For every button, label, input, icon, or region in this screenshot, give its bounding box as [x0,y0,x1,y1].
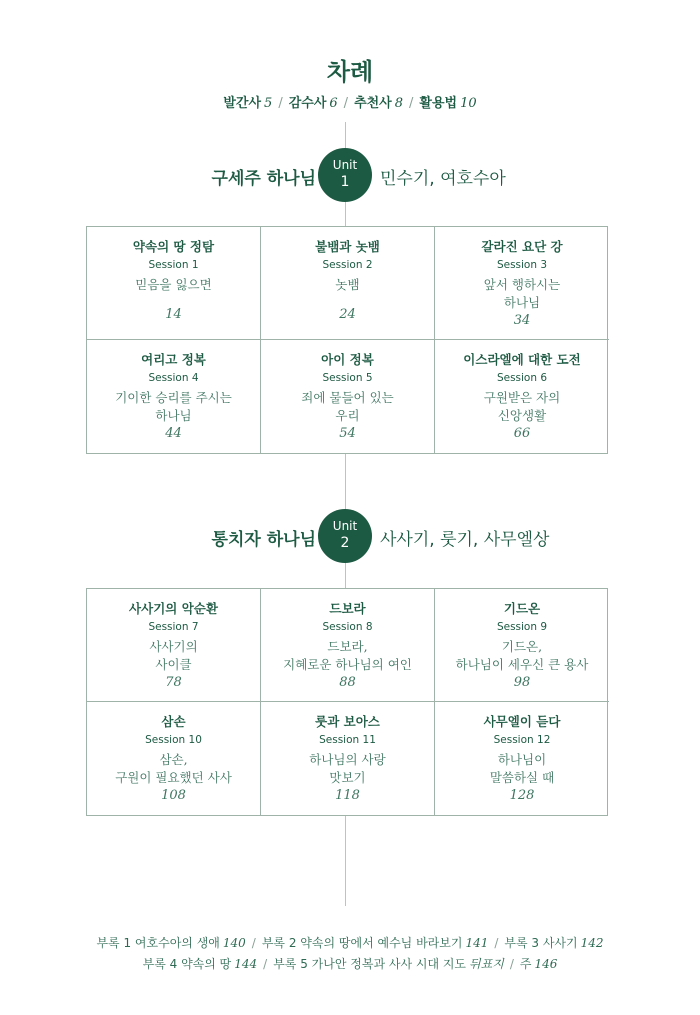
session-description: 믿음을 잃으면 [135,277,212,292]
unit-2-title[interactable]: 통치자 하나님 [211,530,316,550]
unit-1-session-grid [86,226,608,454]
appendix-page: 뒤표지 [469,957,504,971]
unit-number: 2 [340,535,350,551]
connector-line-bottom [345,814,346,906]
separator: / [278,96,283,111]
unit-label: Unit [332,158,358,172]
unit-2-badge [318,509,372,563]
session-description: 기이한 승리를 주시는 하나님 [115,390,232,423]
front-matter-page: 10 [460,96,477,111]
session-card-6[interactable] [435,340,609,453]
session-page: 66 [513,426,531,441]
session-number: Session 4 [148,372,199,384]
session-page: 108 [161,788,186,803]
session-card-8[interactable] [261,589,435,702]
session-number: Session 8 [322,621,373,633]
session-title: 이스라엘에 대한 도전 [463,352,581,367]
session-page: 14 [165,307,182,322]
session-card-9[interactable] [435,589,609,702]
separator: / [494,936,499,950]
session-title: 여리고 정복 [141,352,206,367]
session-title: 약속의 땅 정탐 [132,239,215,254]
unit-2-books: 사사기, 룻기, 사무엘상 [380,530,550,550]
separator: / [251,936,256,950]
session-number: Session 5 [322,372,373,384]
appendix-page: 142 [580,936,604,950]
session-card-2[interactable] [261,227,435,340]
appendix-item[interactable] [520,957,558,971]
separator: / [409,96,414,111]
page-title: 차례 [326,58,374,86]
unit-1-badge [318,148,372,202]
session-number: Session 3 [496,259,548,271]
session-page: 118 [335,788,360,803]
appendix-label: 부록 3 사사기 [504,936,578,950]
session-number: Session 10 [145,734,202,746]
front-matter-page: 5 [264,96,273,111]
appendix-item[interactable] [96,936,245,950]
session-card-3[interactable] [435,227,609,340]
appendix-label: 부록 4 약속의 땅 [142,957,232,971]
unit-1-header [0,148,700,208]
session-description: 하나님의 사랑 맛보기 [309,752,386,785]
appendix-item[interactable] [262,936,489,950]
session-card-10[interactable] [87,702,261,815]
session-page: 34 [513,313,531,328]
session-description: 기드온, 하나님이 세우신 큰 용사 [455,639,589,672]
session-title: 삼손 [161,714,186,729]
unit-label: Unit [332,519,358,533]
session-title: 갈라진 요단 강 [481,239,563,254]
session-description: 죄에 물들어 있는 우리 [301,390,394,423]
session-title: 기드온 [503,601,541,616]
front-matter-list [0,92,700,111]
session-title: 룻과 보아스 [315,714,380,729]
session-card-7[interactable] [87,589,261,702]
appendix-item[interactable] [143,957,258,971]
appendix-item[interactable] [273,957,504,971]
appendix-label: 부록 5 가나안 정복과 사사 시대 지도 [273,957,467,971]
front-matter-item[interactable] [419,96,476,111]
session-number: Session 12 [493,734,551,746]
appendix-label: 부록 2 약속의 땅에서 예수님 바라보기 [261,936,463,950]
appendix-item[interactable] [504,936,603,950]
session-number: Session 9 [496,621,548,633]
session-card-11[interactable] [261,702,435,815]
appendix-line-2 [0,955,700,972]
unit-2-header [0,509,700,569]
session-description: 구원받은 자의 신앙생활 [483,390,561,423]
session-description: 앞서 행하시는 하나님 [483,277,561,310]
session-description: 하나님이 말씀하실 때 [489,752,555,785]
session-title: 드보라 [329,601,366,616]
front-matter-item[interactable] [354,96,403,111]
session-description: 사사기의 사이클 [149,639,198,672]
session-page: 98 [513,675,531,690]
separator: / [343,96,349,111]
appendix-label: 주 [519,957,532,971]
front-matter-label: 활용법 [419,96,458,111]
unit-1-books: 민수기, 여호수아 [380,169,506,189]
front-matter-page: 6 [329,96,338,111]
session-page: 128 [509,788,535,803]
session-title: 불뱀과 놋뱀 [315,239,380,254]
session-page: 44 [165,426,182,441]
session-number: Session 2 [322,259,373,271]
session-description: 삼손, 구원이 필요했던 사사 [115,752,232,785]
session-title: 아이 정복 [321,352,374,367]
session-number: Session 11 [319,734,376,746]
separator: / [509,957,514,971]
appendix-page: 146 [534,957,558,971]
unit-2-session-grid [86,588,608,816]
session-number: Session 7 [148,621,199,633]
appendix-page: 140 [222,936,246,950]
session-title: 사사기의 악순환 [129,601,218,616]
unit-1-title[interactable]: 구세주 하나님 [211,169,316,189]
session-number: Session 6 [496,372,548,384]
appendix-label: 부록 1 여호수아의 생애 [96,936,220,950]
session-page: 54 [339,426,356,441]
session-card-12[interactable] [435,702,609,815]
unit-number: 1 [340,174,350,190]
session-description: 놋뱀 [335,277,360,292]
session-page: 78 [165,675,182,690]
session-title: 사무엘이 듣다 [483,714,561,729]
appendix-line-1 [0,934,700,951]
session-page: 24 [339,307,356,322]
front-matter-label: 발간사 [223,96,262,111]
appendix-page: 141 [465,936,489,950]
front-matter-page: 8 [394,96,404,111]
session-card-5[interactable] [261,340,435,453]
front-matter-label: 추천사 [354,96,392,111]
session-number: Session 1 [148,259,199,271]
front-matter-item[interactable] [223,96,272,111]
separator: / [263,957,268,971]
session-page: 88 [339,675,356,690]
front-matter-item[interactable] [289,96,338,111]
session-description: 드보라, 지혜로운 하나님의 여인 [283,639,412,672]
front-matter-label: 감수사 [288,96,327,111]
session-card-4[interactable] [87,340,261,453]
session-card-1[interactable] [87,227,261,340]
appendix-page: 144 [234,957,258,971]
